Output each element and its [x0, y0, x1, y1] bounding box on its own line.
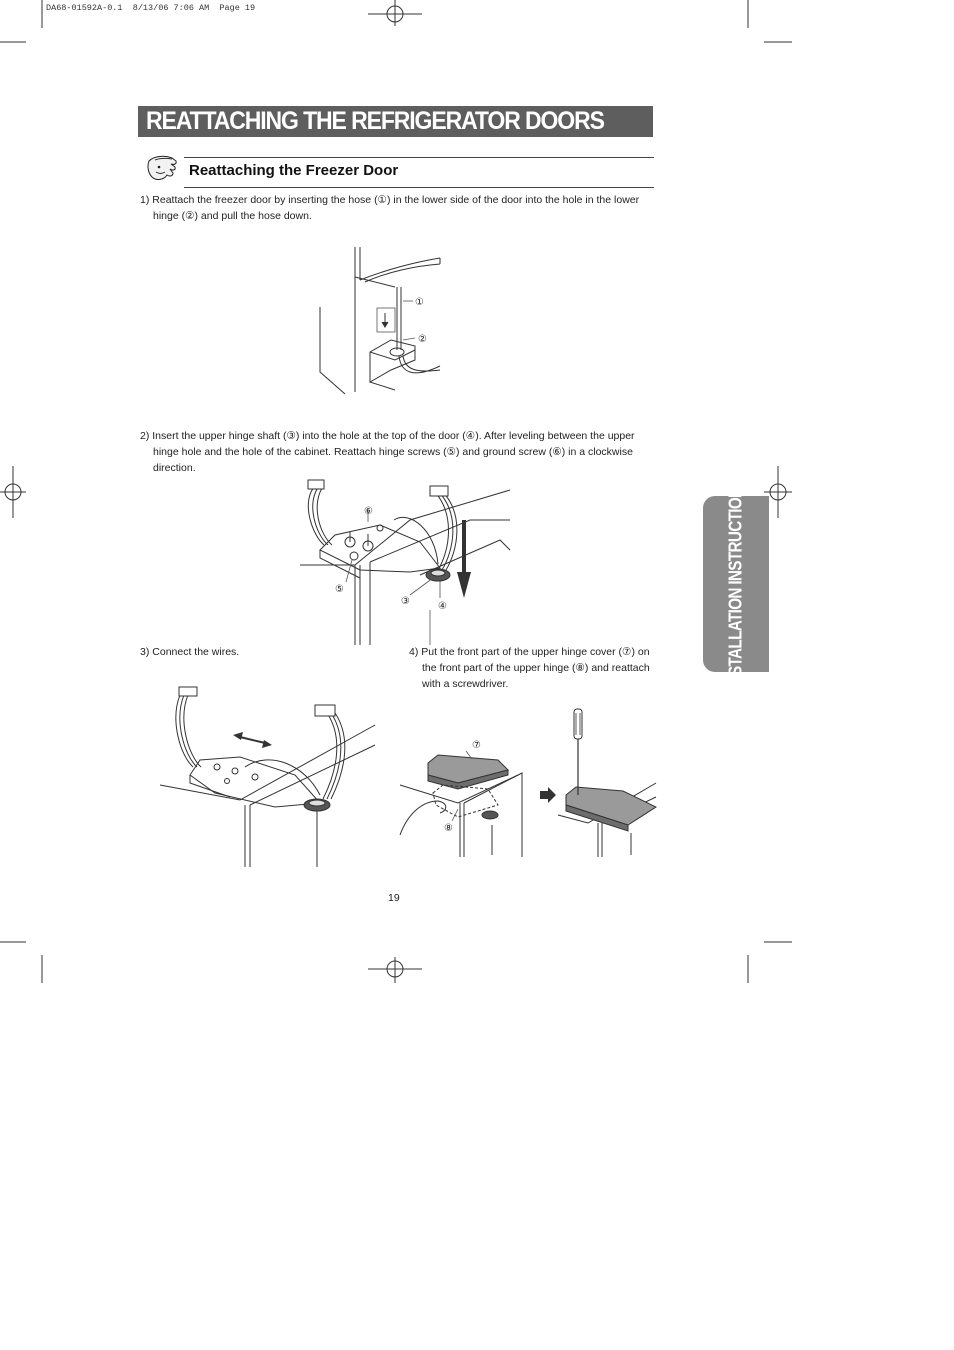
step-1-text: Reattach the freezer door by inserting the hose (①) in the lower side of the door into the hole in the lower hinge (②) and pull the hose down. [152, 194, 640, 222]
step-4 [409, 644, 657, 692]
callout-lower-hinge: ② [418, 334, 427, 345]
step-2 [140, 428, 657, 476]
callout-hinge-shaft: ③ [401, 596, 410, 607]
callout-ground-screw: ⑥ [364, 506, 373, 517]
title-banner [138, 106, 653, 137]
page-title: REATTACHING THE REFRIGERATOR DOORS [146, 107, 604, 135]
callout-door-top-hole: ④ [438, 601, 447, 612]
figure-connect-wires [155, 685, 375, 870]
section-title: Reattaching the Freezer Door [189, 162, 399, 179]
side-tab-label: INSTALLATION INSTRUCTIONS [725, 478, 746, 690]
callout-hinge-cover: ⑦ [472, 740, 481, 751]
step-3 [140, 644, 390, 660]
print-slug: DA68-01592A-0.1 8/13/06 7:06 AM Page 19 [46, 3, 256, 13]
callout-hose: ① [415, 297, 424, 308]
step-2-text: Insert the upper hinge shaft (③) into the hole at the top of the door (④). After leveling between the upper hinge hole and the hole of the cabinet. Reattach hinge screws (⑤) and ground screw (⑥) in a clockwise direction. [152, 430, 635, 474]
figure-hose-into-lower-hinge [315, 242, 445, 402]
pointing-hand-icon [146, 153, 180, 183]
side-tab [703, 478, 769, 690]
step-1-number: 1) [140, 194, 150, 206]
callout-hinge-screws: ⑤ [335, 584, 344, 595]
step-4-text: Put the front part of the upper hinge cover (⑦) on the front part of the upper hinge (⑧) and reattach with a screwdriver. [421, 646, 650, 690]
figure-upper-hinge-shaft [290, 480, 520, 645]
section-header [184, 157, 654, 188]
figure-upper-hinge-cover [398, 705, 658, 875]
step-3-text: Connect the wires. [152, 646, 240, 658]
step-4-number: 4) [409, 646, 419, 658]
step-1 [140, 192, 655, 224]
page-number: 19 [388, 892, 400, 904]
callout-upper-hinge: ⑧ [444, 823, 453, 834]
step-3-number: 3) [140, 646, 150, 658]
step-2-number: 2) [140, 430, 150, 442]
